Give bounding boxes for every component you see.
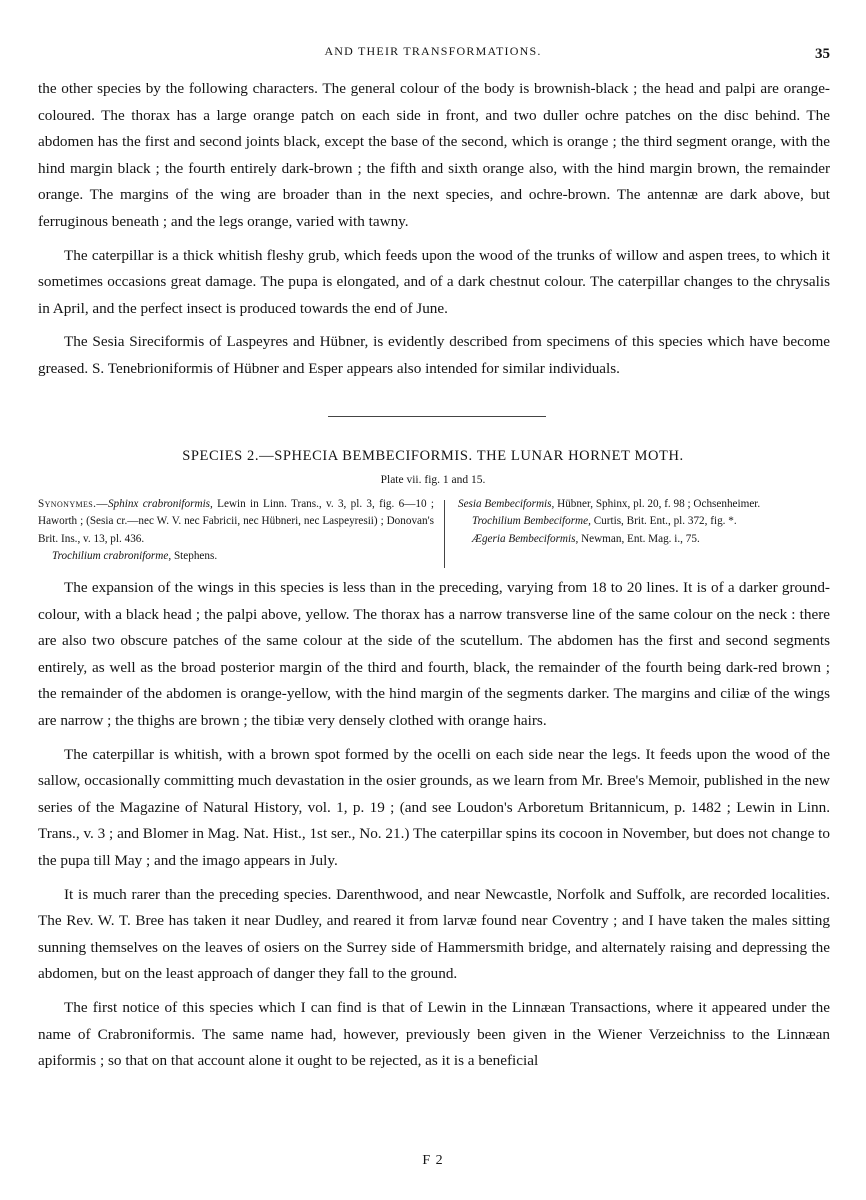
page-number: 35 bbox=[815, 46, 830, 62]
synonym-entry bbox=[458, 496, 830, 513]
synonym-entry bbox=[458, 531, 830, 548]
synonym-name: Ægeria Bembeciformis, bbox=[472, 532, 579, 545]
synonyms-left-column bbox=[38, 496, 434, 566]
section-continued-text bbox=[38, 76, 830, 390]
synonym-citation: Stephens. bbox=[171, 550, 218, 563]
paragraph: The first notice of this species which I can find is that of Lewin in the Linnæan Transactions, where it appeared under the name of Crabroniformis. The same name had, however, previously been given in the Wiener Verzeichniss to the Linnæan apiformis ; so that on that account alone it ought to be rejected, as it is a beneficial bbox=[38, 998, 830, 1070]
synonym-name: Trochilium Bembeciforme, bbox=[472, 515, 591, 528]
species-heading: SPECIES 2.—SPHECIA BEMBECIFORMIS. THE LUNAR HORNET MOTH. bbox=[182, 448, 684, 464]
synonym-name: Trochilium crabroniforme, bbox=[52, 550, 172, 563]
column-divider bbox=[444, 500, 445, 568]
synonym-citation: Lewin in Linn. Trans., v. 3, pl. 3, fig. 6—10 ; Haworth ; (Sesia cr.—nec W. V. nec Fabricii, nec Hübneri, nec Laspeyresii) ; Donovan's Brit. Ins., v. 13, pl. 436. bbox=[38, 498, 434, 545]
paragraph: The expansion of the wings in this species is less than in the preceding, varying from 18 to 20 lines. It is of a darker ground-colour, with a black head ; the palpi above, yellow. The thorax has a narrow transverse line of the same colour on the neck : there are also two obscure patches of the same colour at the side of the scutellum. The abdomen has the first and second segments entirely, as well as the broad posterior margin of the third and fourth, black, the remainder of the fourth being dark-red brown ; the remainder of the abdomen is orange-yellow, with the hind margin of the segments darker. The margins and ciliæ of the wings are narrow ; the thighs are brown ; the tibiæ very densely clothed with orange hairs. bbox=[38, 579, 830, 729]
synonym-name: Sphinx crabroniformis, bbox=[107, 498, 213, 510]
paragraph: The caterpillar is whitish, with a brown spot formed by the ocelli on each side near the legs. It feeds upon the wood of the sallow, occasionally committing much devastation in the osier grounds, as we learn from Mr. Bree's Memoir, published in the new series of the Magazine of Natural History, vol. 1, p. 19 ; (and see Loudon's Arboretum Britannicum, p. 1482 ; Lewin in Linn. Trans., v. 3 ; and Blomer in Mag. Nat. Hist., 1st ser., No. 21.) The caterpillar spins its cocoon in November, but does not change to the pupa till May ; and the imago appears in July. bbox=[38, 745, 830, 869]
synonym-entry bbox=[458, 513, 830, 530]
plate-reference: Plate vii. fig. 1 and 15. bbox=[380, 474, 486, 486]
species-description bbox=[38, 575, 830, 1082]
synonyms-right-column bbox=[458, 496, 830, 548]
synonym-citation: Hübner, Sphinx, pl. 20, f. 98 ; Ochsenheimer. bbox=[554, 498, 761, 510]
synonyms-label: Synonymes.— bbox=[38, 498, 108, 510]
signature-mark: F 2 bbox=[422, 1153, 444, 1168]
synonym-entry bbox=[38, 496, 434, 548]
synonym-name: Sesia Bembeciformis, bbox=[458, 498, 555, 510]
paragraph: The Sesia Sireciformis of Laspeyres and Hübner, is evidently described from specimens of this species which have become greased. S. Tenebrioniformis of Hübner and Esper appears also intended for similar individuals. bbox=[38, 333, 830, 377]
synonym-entry bbox=[38, 548, 434, 565]
section-divider bbox=[328, 416, 546, 417]
paragraph: It is much rarer than the preceding species. Darenthwood, and near Newcastle, Norfolk and Suffolk, are recorded localities. The Rev. W. T. Bree has taken it near Dudley, and reared it from larvæ found near Coventry ; and I have taken the males sitting sunning themselves on the leaves of osiers on the Surrey side of Hammersmith bridge, and alternately raising and depressing the abdomen, but on the least approach of danger they fall to the ground. bbox=[38, 885, 830, 983]
paragraph: the other species by the following characters. The general colour of the body is brownish-black ; the head and palpi are orange-coloured. The thorax has a large orange patch on each side in front, and two duller ochre patches on the disc behind. The abdomen has the first and second joints black, except the base of the second, which is orange ; the third segment orange, with the hind margin black ; the fourth entirely dark-brown ; the fifth and sixth orange also, with the hind margin brown, the remainder orange. The margins of the wing are broader than in the next species, and ochre-brown. The antennæ are dark above, but ferruginous beneath ; and the legs orange, varied with tawny. bbox=[38, 80, 830, 230]
running-title: AND THEIR TRANSFORMATIONS. bbox=[324, 44, 542, 58]
paragraph: The caterpillar is a thick whitish fleshy grub, which feeds upon the wood of the trunks of willow and aspen trees, to which it sometimes occasions great damage. The pupa is elongated, and of a dark chestnut colour. The caterpillar changes to the chrysalis in April, and the perfect insect is produced towards the end of June. bbox=[38, 246, 830, 317]
synonym-citation: Curtis, Brit. Ent., pl. 372, fig. *. bbox=[590, 515, 737, 528]
synonym-citation: Newman, Ent. Mag. i., 75. bbox=[578, 532, 700, 545]
